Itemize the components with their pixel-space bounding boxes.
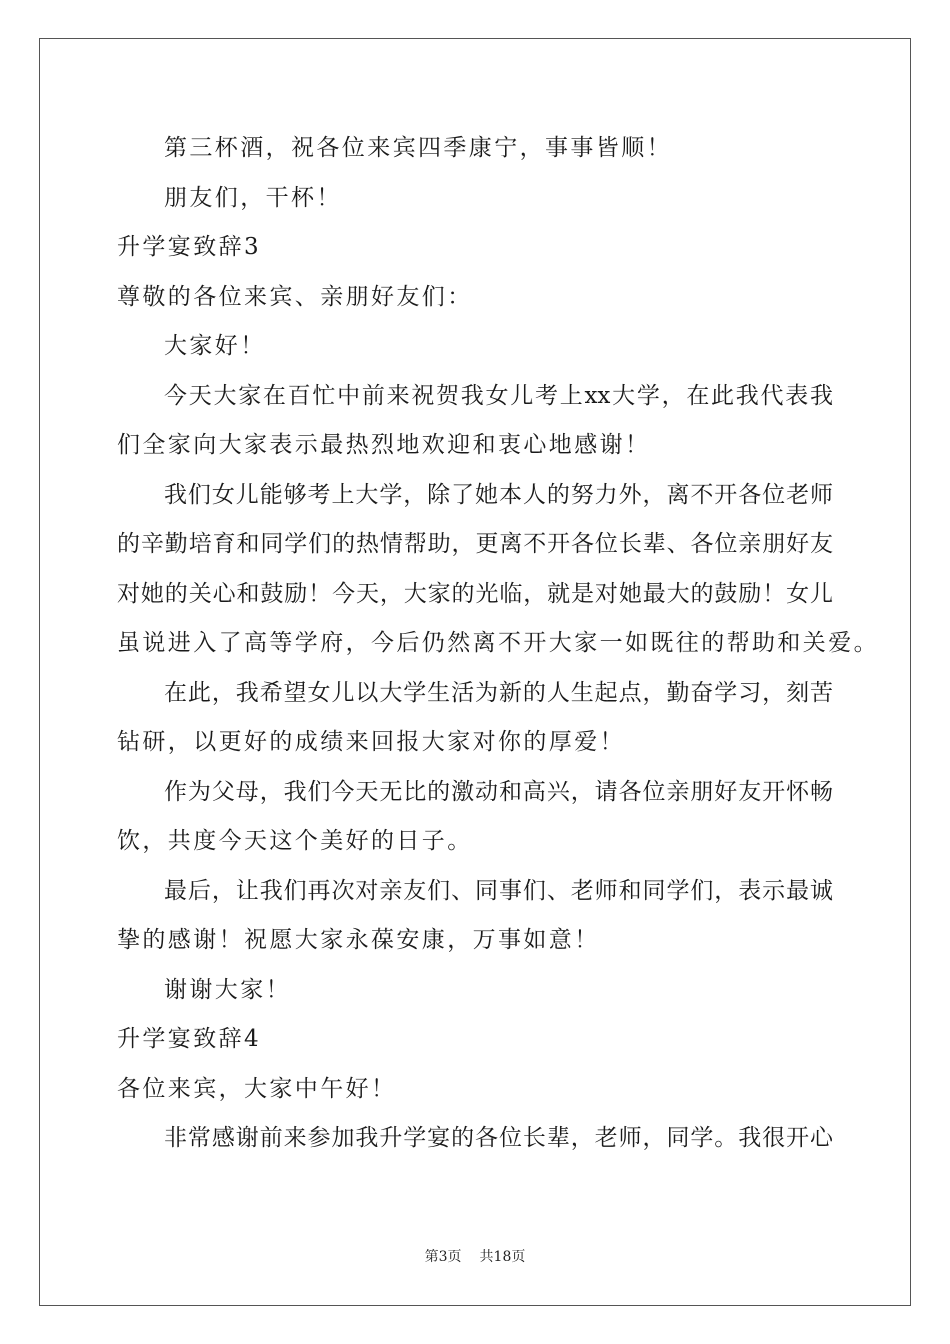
text-line: 对她的关心和鼓励！今天，大家的光临，就是对她最大的鼓励！女儿 — [117, 580, 833, 607]
document-body — [117, 124, 879, 1164]
text-line: 作为父母，我们今天无比的激动和高兴，请各位亲朋好友开怀畅 — [164, 778, 833, 805]
page-footer — [0, 1246, 950, 1266]
text-line: 在此，我希望女儿以大学生活为新的人生起点，勤奋学习，刻苦 — [164, 679, 833, 706]
text-line: 第三杯酒，祝各位来宾四季康宁，事事皆顺！ — [164, 135, 672, 161]
section-heading: 升学宴致辞3 — [117, 234, 262, 260]
text-line: 最后，让我们再次对亲友们、同事们、老师和同学们，表示最诚 — [164, 877, 833, 904]
text-line: 虽说进入了高等学府，今后仍然离不开大家一如既往的帮助和关爱。 — [117, 630, 879, 656]
text-line: 今天大家在百忙中前来祝贺我女儿考上xx大学，在此我代表我 — [164, 382, 833, 409]
text-line: 钻研，以更好的成绩来回报大家对你的厚爱！ — [117, 729, 625, 755]
text-line: 挚的感谢！祝愿大家永葆安康，万事如意！ — [117, 927, 600, 953]
text-line: 谢谢大家！ — [164, 976, 291, 1003]
text-line: 们全家向大家表示最热烈地欢迎和衷心地感谢！ — [117, 432, 651, 458]
text-line: 大家好！ — [164, 333, 266, 359]
text-line: 的辛勤培育和同学们的热情帮助，更离不开各位长辈、各位亲朋好友 — [117, 531, 833, 557]
text-line: 非常感谢前来参加我升学宴的各位长辈，老师，同学。我很开心 — [164, 1125, 833, 1151]
text-line: 饮，共度今天这个美好的日子。 — [117, 828, 473, 854]
page-number: 第3页 — [424, 1249, 462, 1265]
salutation: 各位来宾，大家中午好！ — [117, 1075, 397, 1102]
salutation: 尊敬的各位来宾、亲朋好友们： — [117, 283, 473, 310]
section-heading: 升学宴致辞4 — [117, 1026, 262, 1052]
text-line: 我们女儿能够考上大学，除了她本人的努力外，离不开各位老师 — [164, 481, 833, 508]
text-line: 朋友们，干杯！ — [164, 184, 342, 211]
page-total: 共18页 — [479, 1249, 526, 1265]
